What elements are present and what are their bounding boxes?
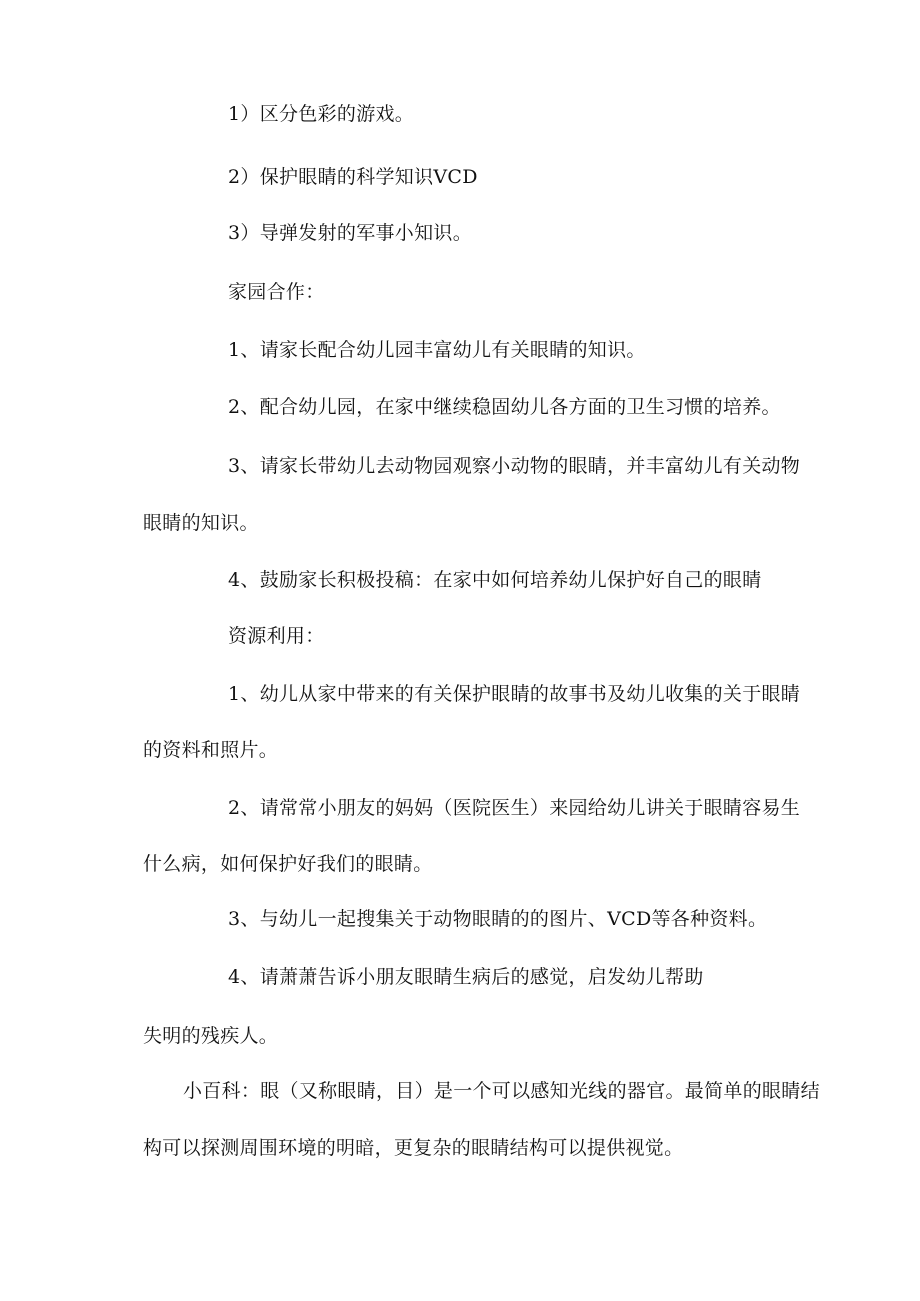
resource-item-1: 1、幼儿从家中带来的有关保护眼睛的故事书及幼儿收集的关于眼睛 [228, 683, 801, 705]
home-cooperation-item-2: 2、配合幼儿园，在家中继续稳固幼儿各方面的卫生习惯的培养。 [228, 396, 781, 418]
home-cooperation-item-3-continued: 眼睛的知识。 [143, 512, 259, 534]
resource-item-2-continued: 什么病，如何保护好我们的眼睛。 [143, 853, 433, 875]
resource-item-4: 4、请萧萧告诉小朋友眼睛生病后的感觉，启发幼儿帮助 [228, 966, 704, 988]
home-cooperation-item-4: 4、鼓励家长积极投稿：在家中如何培养幼儿保护好自己的眼睛 [228, 569, 762, 591]
encyclopedia-paragraph: 小百科：眼（又称眼睛，目）是一个可以感知光线的器官。最简单的眼睛结 [183, 1080, 820, 1102]
resource-item-2: 2、请常常小朋友的妈妈（医院医生）来园给幼儿讲关于眼睛容易生 [228, 797, 801, 819]
resource-item-4-continued: 失明的残疾人。 [143, 1025, 279, 1047]
resource-item-1-continued: 的资料和照片。 [143, 739, 279, 761]
game-item-1: 1）区分色彩的游戏。 [228, 103, 415, 125]
game-item-3: 3）导弹发射的军事小知识。 [228, 222, 472, 244]
section-heading-resource-use: 资源利用： [228, 625, 325, 647]
encyclopedia-paragraph-continued: 构可以探测周围环境的明暗，更复杂的眼睛结构可以提供视觉。 [143, 1137, 684, 1159]
game-item-2: 2）保护眼睛的科学知识VCD [228, 166, 478, 188]
home-cooperation-item-3: 3、请家长带幼儿去动物园观察小动物的眼睛，并丰富幼儿有关动物 [228, 455, 801, 477]
resource-item-3: 3、与幼儿一起搜集关于动物眼睛的的图片、VCD等各种资料。 [228, 908, 768, 930]
home-cooperation-item-1: 1、请家长配合幼儿园丰富幼儿有关眼睛的知识。 [228, 339, 646, 361]
section-heading-home-cooperation: 家园合作： [228, 281, 325, 303]
